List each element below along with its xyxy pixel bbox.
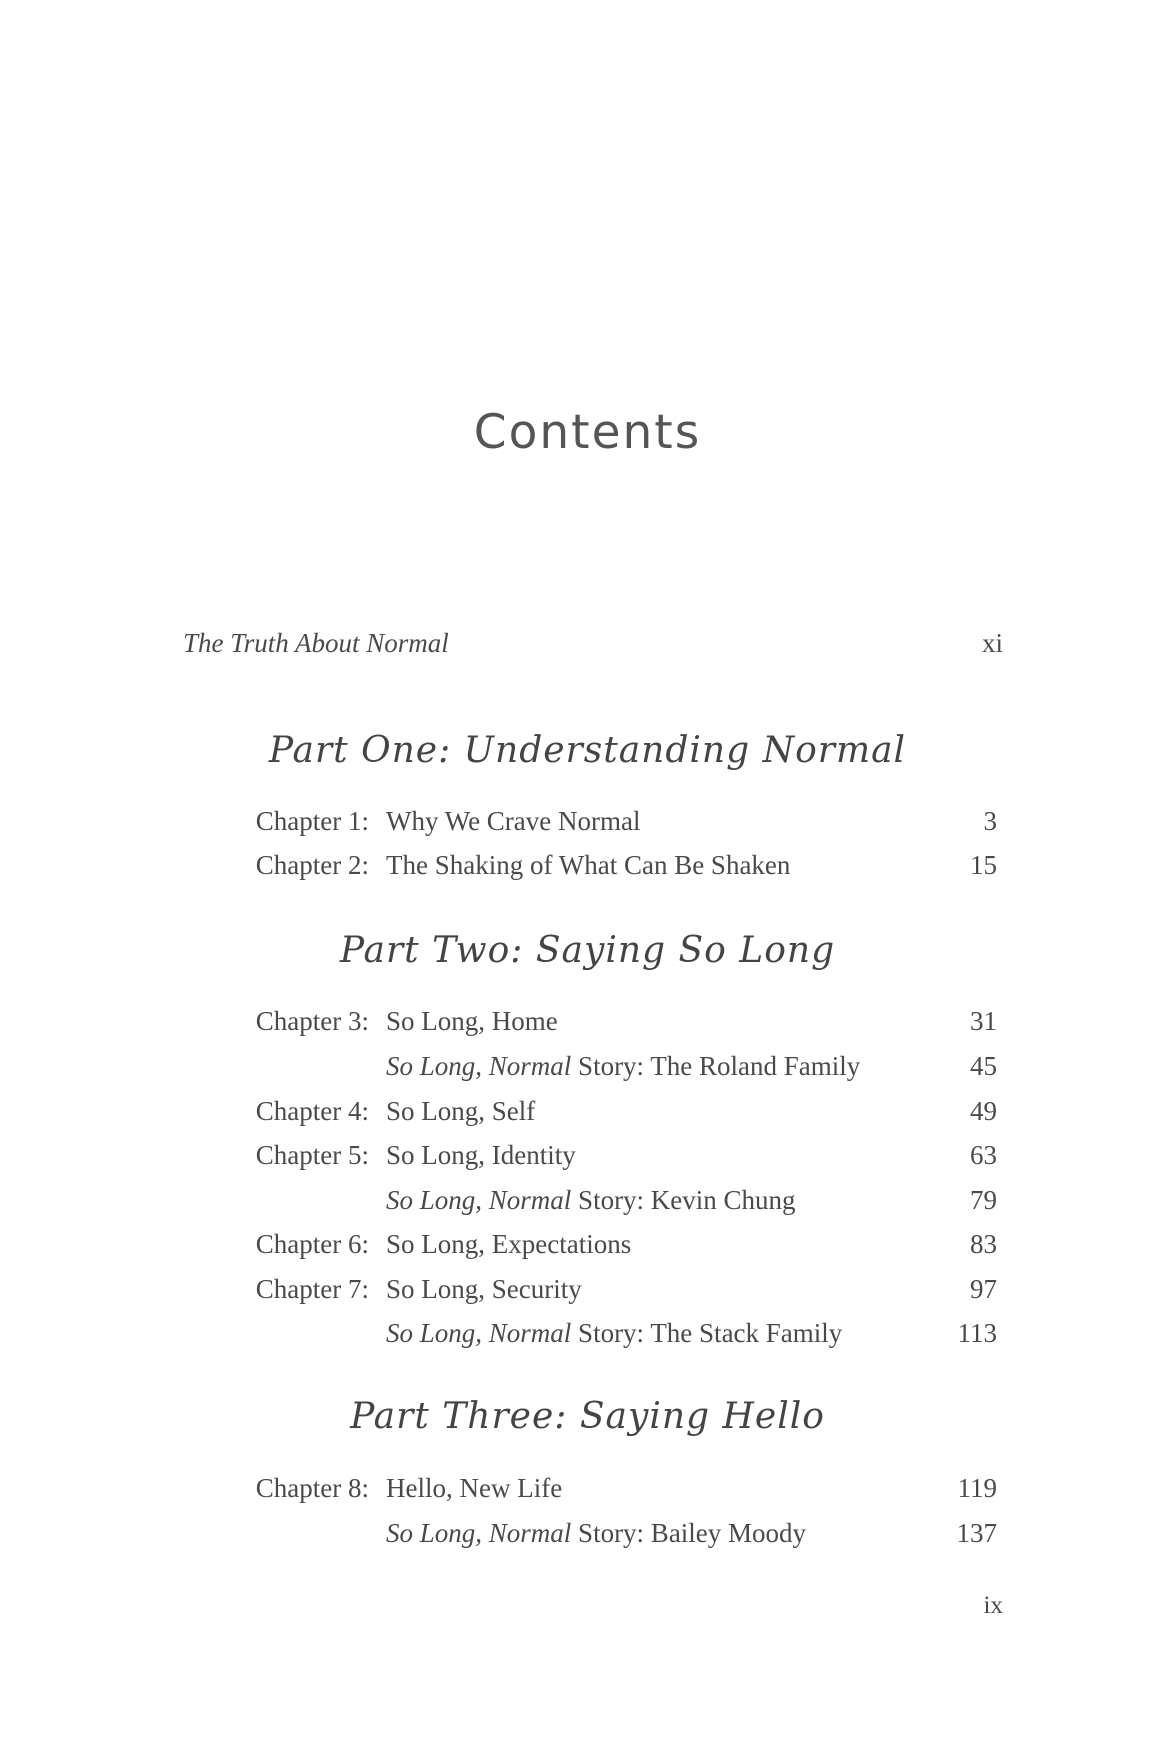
toc-title-text: Story: Bailey Moody (571, 1518, 807, 1548)
toc-title-text: Why We Crave Normal (386, 806, 641, 836)
toc-page-number: 97 (970, 1274, 997, 1304)
toc-page-number: 119 (957, 1473, 997, 1503)
toc-entry-title (386, 1274, 582, 1305)
toc-title-text: Story: The Roland Family (571, 1051, 861, 1081)
toc-page-number: 49 (970, 1096, 997, 1126)
toc-page-number: 83 (970, 1229, 997, 1259)
toc-chapter-label: Chapter 4: (255, 1096, 369, 1126)
toc-entry-title (386, 1096, 535, 1127)
toc-entry-title (386, 1185, 796, 1216)
toc-entry (0, 1274, 1175, 1308)
toc-page-number: 79 (970, 1185, 997, 1215)
toc-page-number: 137 (956, 1518, 997, 1548)
toc-entry (0, 1518, 1175, 1552)
toc-entry (0, 1229, 1175, 1263)
toc-title-text: So Long, Identity (386, 1140, 576, 1170)
toc-title-text: Story: The Stack Family (571, 1318, 843, 1348)
toc-entry-title (386, 1051, 860, 1082)
toc-entry (0, 1318, 1175, 1352)
toc-entry (0, 850, 1175, 884)
toc-story-prefix: So Long, Normal (386, 1051, 572, 1081)
toc-entry (0, 1006, 1175, 1040)
page-title: Contents (473, 405, 702, 460)
toc-entry (0, 1140, 1175, 1174)
toc-chapter-label: Chapter 8: (255, 1473, 369, 1503)
toc-chapter-label: Chapter 3: (255, 1006, 369, 1036)
toc-title-text: So Long, Security (386, 1274, 582, 1304)
toc-entry (0, 806, 1175, 840)
toc-entry-title (386, 1518, 806, 1549)
toc-entry (0, 1473, 1175, 1507)
toc-page-number: 113 (957, 1318, 997, 1348)
toc-chapter-label: Chapter 6: (255, 1229, 369, 1259)
toc-page-number: 15 (970, 850, 997, 880)
toc-page-number: 3 (983, 806, 997, 836)
page-folio: ix (983, 1592, 1003, 1619)
toc-intro-page: xi (981, 628, 1003, 658)
toc-entry-title (386, 1229, 631, 1260)
toc-intro-title: The Truth About Normal (183, 628, 449, 658)
toc-chapter-label: Chapter 1: (255, 806, 369, 836)
toc-title-text: Story: Kevin Chung (571, 1185, 796, 1215)
toc-entry-title (386, 850, 790, 881)
toc-entry-title (386, 1140, 576, 1171)
toc-entry-title (386, 806, 641, 837)
toc-chapter-label: Chapter 7: (255, 1274, 369, 1304)
toc-title-text: So Long, Home (386, 1006, 558, 1036)
toc-chapter-label: Chapter 2: (255, 850, 369, 880)
toc-entry (0, 1051, 1175, 1085)
toc-title-text: Hello, New Life (386, 1473, 563, 1503)
toc-page-number: 31 (970, 1006, 997, 1036)
toc-intro-entry (183, 628, 1003, 664)
toc-story-prefix: So Long, Normal (386, 1518, 572, 1548)
toc-title-text: So Long, Expectations (386, 1229, 632, 1259)
toc-entry-title (386, 1318, 842, 1349)
toc-title-text: So Long, Self (386, 1096, 536, 1126)
part-heading: Part One: Understanding Normal (268, 730, 907, 771)
toc-page-number: 45 (970, 1051, 997, 1081)
part-heading: Part Two: Saying So Long (339, 930, 836, 971)
toc-chapter-label: Chapter 5: (255, 1140, 369, 1170)
toc-entry-title (386, 1473, 562, 1504)
toc-story-prefix: So Long, Normal (386, 1185, 572, 1215)
toc-story-prefix: So Long, Normal (386, 1318, 572, 1348)
toc-entry (0, 1096, 1175, 1130)
toc-title-text: The Shaking of What Can Be Shaken (386, 850, 791, 880)
toc-page-number: 63 (970, 1140, 997, 1170)
part-heading: Part Three: Saying Hello (350, 1396, 825, 1437)
toc-entry (0, 1185, 1175, 1219)
toc-entry-title (386, 1006, 558, 1037)
